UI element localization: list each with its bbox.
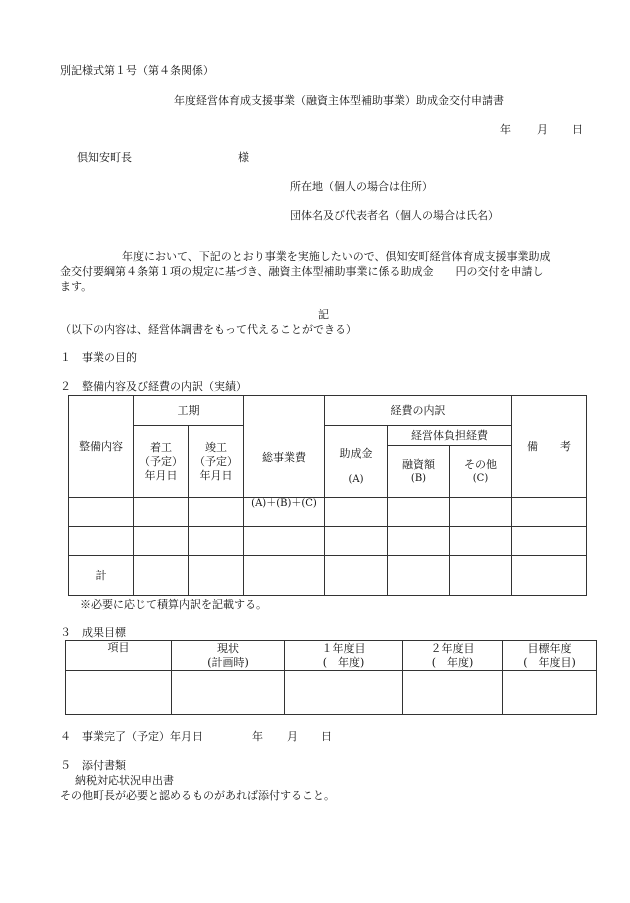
completion-month: 月 <box>287 730 298 743</box>
header-start-l1: 着工 <box>150 440 172 454</box>
header-year2-l2: ( 年度) <box>431 655 474 669</box>
header-year1 <box>285 641 403 671</box>
section-1-heading: １ 事業の目的 <box>60 351 137 364</box>
header-grant-label: 助成金 <box>339 446 373 460</box>
header-current-l1: 現状 <box>217 641 239 655</box>
header-other <box>450 446 512 498</box>
target-table <box>65 640 597 715</box>
header-current-l2: (計画時) <box>207 655 249 669</box>
completion-year: 年 <box>252 730 263 743</box>
table1-note: ※必要に応じて積算内訳を記載する。 <box>80 598 267 611</box>
attachment-item-1: 納税対応状況申出書 <box>75 774 174 787</box>
header-target-l1: 目標年度 <box>527 641 572 655</box>
total-row <box>69 556 587 596</box>
header-loan <box>388 446 450 498</box>
date-year: 年 <box>500 123 511 136</box>
table-row <box>69 498 587 527</box>
applicant-name-label: 団体名及び代表者名（個人の場合は氏名） <box>290 209 499 222</box>
table-row <box>69 527 587 556</box>
header-content: 整備内容 <box>69 396 134 498</box>
addressee-honorific: 様 <box>238 151 249 164</box>
header-year1-l1: １年度目 <box>321 641 366 655</box>
header-current <box>172 641 285 671</box>
header-end-l2: （予定） <box>194 454 238 468</box>
header-remarks: 備 考 <box>512 396 587 498</box>
body-line-1: 年度において、下記のとおり事業を実施したいので、倶知安町経営体育成支援事業助成 <box>122 250 551 263</box>
section-3-heading: ３ 成果目標 <box>60 626 126 639</box>
total-label: 計 <box>69 556 134 596</box>
applicant-address-label: 所在地（個人の場合は住所） <box>290 180 433 193</box>
document-title: 年度経営体育成支援事業（融資主体型補助事業）助成金交付申請書 <box>174 94 504 107</box>
header-end-l1: 竣工 <box>205 440 227 454</box>
date-month: 月 <box>537 123 548 136</box>
header-other-label: その他 <box>464 457 498 471</box>
date-day: 日 <box>572 123 583 136</box>
section-2-heading: ２ 整備内容及び経費の内訳（実績） <box>60 380 247 393</box>
header-year2-l1: ２年度目 <box>430 641 475 655</box>
header-loan-label: 融資額 <box>402 457 435 471</box>
note-top: （以下の内容は、経営体調書をもって代えることができる） <box>60 323 357 336</box>
section-5-heading: ５ 添付書類 <box>60 759 126 772</box>
header-year2 <box>403 641 503 671</box>
header-target <box>503 641 597 671</box>
header-breakdown: 経費の内訳 <box>325 396 512 426</box>
addressee-name: 倶知安町長 <box>77 151 132 164</box>
header-target-l2: ( 年度目) <box>523 655 576 669</box>
header-start-l3: 年月日 <box>144 468 178 482</box>
header-end <box>189 426 244 498</box>
header-period: 工期 <box>134 396 244 426</box>
attachment-item-2: その他町長が必要と認めるものがあれば添付すること。 <box>60 789 335 802</box>
form-label: 別記様式第１号（第４条関係） <box>60 64 214 77</box>
header-loan-code: (B) <box>410 472 427 484</box>
body-line-3: ます。 <box>60 280 93 293</box>
header-item: 項目 <box>66 641 172 671</box>
header-end-l3: 年月日 <box>199 468 233 482</box>
header-total-formula: (A)＋(B)＋(C) <box>251 498 317 509</box>
header-other-code: (C) <box>472 472 489 484</box>
header-total <box>244 396 325 509</box>
header-start-l2: （予定） <box>139 454 183 468</box>
section-4-heading: ４ 事業完了（予定）年月日 <box>60 730 203 743</box>
header-grant <box>325 426 388 498</box>
header-grant-code: (A) <box>348 473 364 485</box>
ki-heading: 記 <box>318 308 329 321</box>
header-year1-l2: ( 年度) <box>322 655 365 669</box>
header-total-label: 総事業費 <box>262 451 306 464</box>
body-line-2: 金交付要綱第４条第１項の規定に基づき、融資主体型補助事業に係る助成金 円の交付を申請し <box>60 265 544 278</box>
header-start <box>134 426 189 498</box>
table-row <box>66 671 597 715</box>
header-burden: 経営体負担経費 <box>388 426 512 446</box>
expense-table <box>68 395 587 596</box>
completion-day: 日 <box>321 730 332 743</box>
